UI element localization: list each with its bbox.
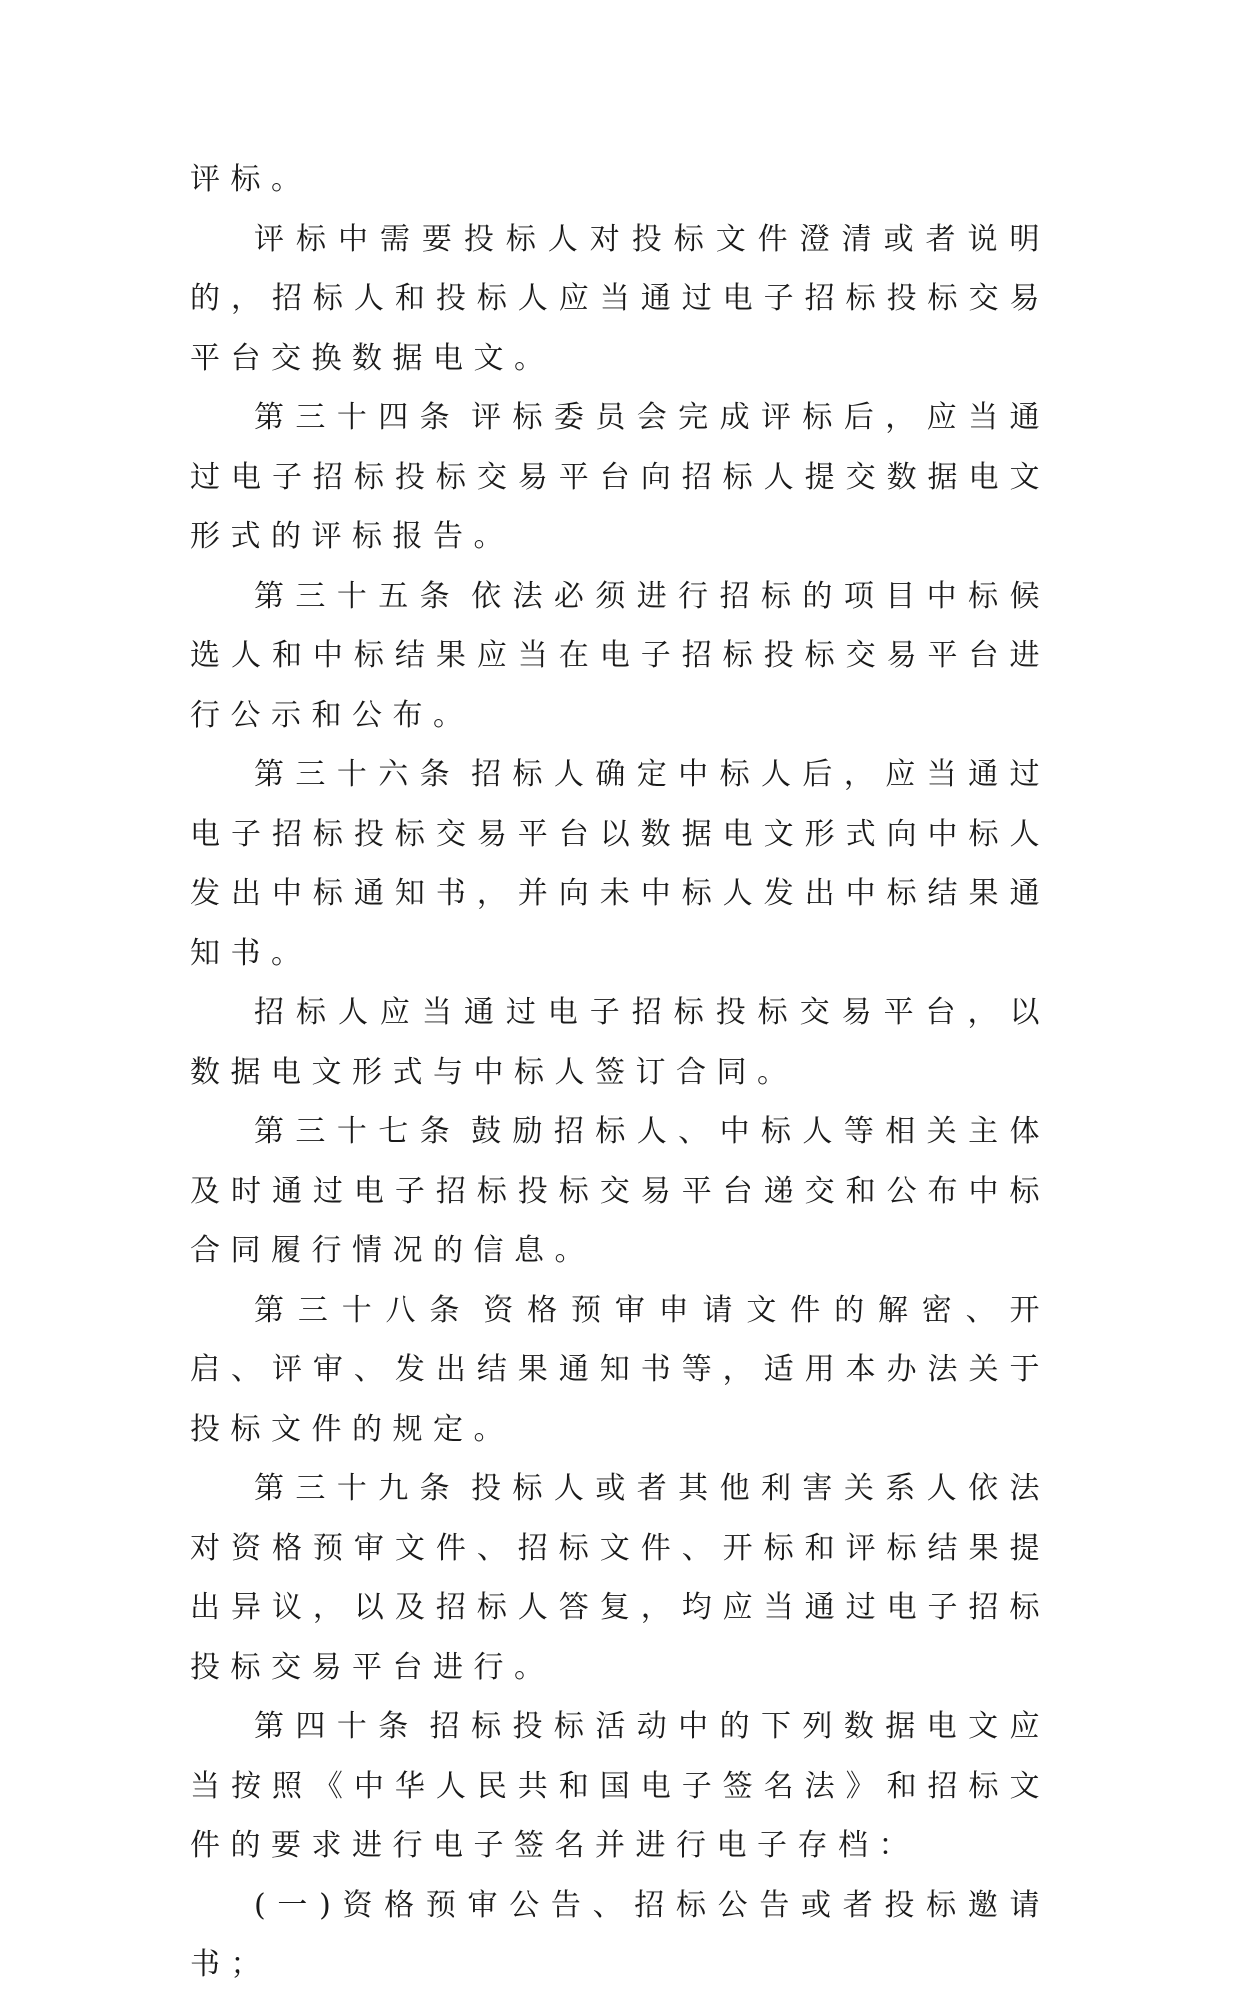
- paragraph: [190, 150, 1050, 210]
- paragraph-text: 评标。: [190, 162, 312, 197]
- article-paragraph: [190, 567, 1050, 746]
- paragraph-text: 招标人确定中标人后，应当通过电子招标投标交易平台以数据电文形式向中标人发出中标通知书，并向未中标人发出中标结果通知书。: [190, 757, 1051, 971]
- article-paragraph: [190, 1281, 1050, 1460]
- paragraph-text: 资格预审申请文件的解密、开启、评审、发出结果通知书等，适用本办法关于投标文件的规定。: [190, 1292, 1051, 1447]
- paragraph-text: 依法必须进行招标的项目中标候选人和中标结果应当在电子招标投标交易平台进行公示和公布。: [190, 578, 1051, 733]
- paragraph-text: 招标投标活动中的下列数据电文应当按照《中华人民共和国电子签名法》和招标文件的要求进行电子签名并进行电子存档：: [190, 1709, 1051, 1863]
- paragraph: [190, 210, 1050, 389]
- paragraph-text: 评标中需要投标人对投标文件澄清或者说明的，招标人和投标人应当通过电子招标投标交易平台交换数据电文。: [190, 221, 1050, 376]
- paragraph-text: 投标人或者其他利害关系人依法对资格预审文件、招标文件、开标和评标结果提出异议，以及招标人答复，均应当通过电子招标投标交易平台进行。: [190, 1471, 1051, 1685]
- paragraph-text: 鼓励招标人、中标人等相关主体及时通过电子招标投标交易平台递交和公布中标合同履行情况的信息。: [190, 1114, 1051, 1268]
- paragraph-text: (一)资格预审公告、招标公告或者投标邀请书；: [190, 1887, 1050, 1982]
- paragraph-text: 评标委员会完成评标后，应当通过电子招标投标交易平台向招标人提交数据电文形式的评标报告。: [190, 400, 1051, 554]
- document-body: [190, 150, 1050, 1995]
- paragraph-text: 招标人应当通过电子招标投标交易平台，以数据电文形式与中标人签订合同。: [190, 995, 1050, 1090]
- paragraph: [190, 983, 1050, 1102]
- article-number: 第三十九条: [254, 1471, 462, 1506]
- article-number: 第三十七条: [254, 1114, 462, 1149]
- article-number: 第三十六条: [254, 757, 462, 792]
- list-item: [190, 1876, 1050, 1995]
- article-paragraph: [190, 1102, 1050, 1281]
- article-number: 第三十八条: [254, 1292, 474, 1328]
- article-paragraph: [190, 1459, 1050, 1697]
- article-paragraph: [190, 1697, 1050, 1876]
- article-number: 第四十条: [254, 1709, 420, 1744]
- article-number: 第三十四条: [254, 400, 462, 435]
- article-number: 第三十五条: [254, 578, 462, 614]
- article-paragraph: [190, 745, 1050, 983]
- article-paragraph: [190, 388, 1050, 567]
